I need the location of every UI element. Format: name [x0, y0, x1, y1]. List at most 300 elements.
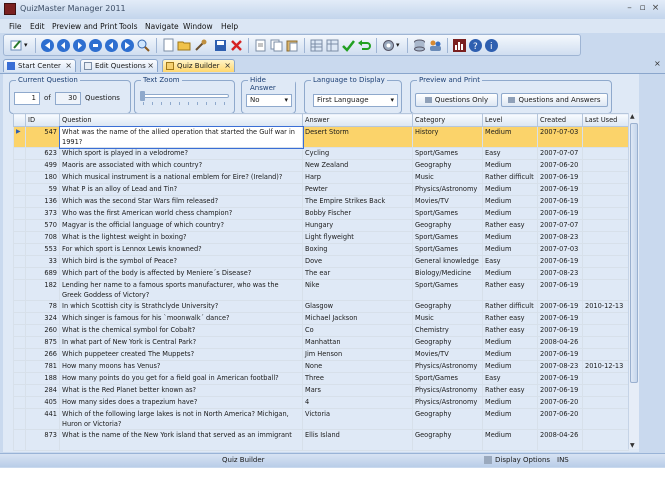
- row-indicator[interactable]: [14, 184, 26, 196]
- users-icon[interactable]: [428, 38, 443, 53]
- cell-id[interactable]: 266: [26, 349, 60, 361]
- edit-icon[interactable]: [9, 38, 24, 53]
- cell-last-used[interactable]: [583, 313, 629, 325]
- cell-answer[interactable]: Boxing: [303, 244, 413, 256]
- cell-id[interactable]: 188: [26, 373, 60, 385]
- cell-level[interactable]: Medium: [483, 430, 538, 451]
- cell-last-used[interactable]: [583, 280, 629, 301]
- cell-answer[interactable]: Pewter: [303, 184, 413, 196]
- database-icon[interactable]: [412, 38, 427, 53]
- close-window-button[interactable]: ×: [651, 3, 660, 13]
- cell-category[interactable]: History: [413, 127, 483, 148]
- menu-tools[interactable]: Tools: [119, 22, 138, 31]
- help-icon[interactable]: [468, 38, 483, 53]
- row-indicator[interactable]: [14, 313, 26, 325]
- cell-level[interactable]: Easy: [483, 373, 538, 385]
- table-add-icon[interactable]: [325, 38, 340, 53]
- tab-quiz-builder[interactable]: [162, 59, 235, 72]
- cell-answer[interactable]: 4: [303, 397, 413, 409]
- cell-id[interactable]: 499: [26, 160, 60, 172]
- cell-last-used[interactable]: [583, 373, 629, 385]
- table-row[interactable]: [14, 172, 629, 184]
- cell-category[interactable]: Physics/Astronomy: [413, 361, 483, 373]
- cell-created[interactable]: 2007-06-19: [538, 172, 583, 184]
- cell-created[interactable]: 2007-06-19: [538, 256, 583, 268]
- row-indicator[interactable]: [14, 301, 26, 313]
- row-indicator[interactable]: [14, 409, 26, 430]
- row-indicator[interactable]: [14, 430, 26, 451]
- cell-last-used[interactable]: [583, 232, 629, 244]
- new-document-icon[interactable]: [161, 38, 176, 53]
- row-indicator[interactable]: [14, 232, 26, 244]
- row-indicator[interactable]: [14, 196, 26, 208]
- maximize-button[interactable]: ▫: [639, 3, 646, 13]
- cell-category[interactable]: Geography: [413, 409, 483, 430]
- table-row[interactable]: [14, 148, 629, 160]
- row-indicator[interactable]: [14, 373, 26, 385]
- cell-last-used[interactable]: 2010-12-13: [583, 361, 629, 373]
- menu-help[interactable]: Help: [221, 22, 239, 31]
- cell-question[interactable]: Which musical instrument is a national emblem for Eire? (Ireland)?: [60, 172, 303, 184]
- language-select[interactable]: [313, 94, 398, 107]
- table-row[interactable]: [14, 409, 629, 430]
- cell-created[interactable]: 2007-06-19: [538, 325, 583, 337]
- cell-question[interactable]: Which bird is the symbol of Peace?: [60, 256, 303, 268]
- home-icon: [7, 62, 15, 70]
- table-row[interactable]: [14, 397, 629, 409]
- table-row[interactable]: [14, 337, 629, 349]
- cell-created[interactable]: 2008-04-26: [538, 337, 583, 349]
- cell-level[interactable]: Medium: [483, 268, 538, 280]
- row-indicator[interactable]: [14, 220, 26, 232]
- column-header-answer[interactable]: Answer: [303, 114, 413, 127]
- row-indicator[interactable]: [14, 337, 26, 349]
- table-row[interactable]: [14, 232, 629, 244]
- cell-created[interactable]: 2007-06-19: [538, 208, 583, 220]
- cell-question[interactable]: Which was the second Star Wars film released?: [60, 196, 303, 208]
- cell-id[interactable]: 441: [26, 409, 60, 430]
- cell-id[interactable]: 324: [26, 313, 60, 325]
- cell-last-used[interactable]: 2010-12-13: [583, 301, 629, 313]
- cell-last-used[interactable]: [583, 220, 629, 232]
- cell-id[interactable]: 875: [26, 337, 60, 349]
- cell-category[interactable]: Sport/Games: [413, 232, 483, 244]
- cell-created[interactable]: 2007-07-07: [538, 220, 583, 232]
- cell-last-used[interactable]: [583, 268, 629, 280]
- save-icon[interactable]: [213, 38, 228, 53]
- cell-answer[interactable]: Dove: [303, 256, 413, 268]
- row-indicator[interactable]: [14, 397, 26, 409]
- cell-level[interactable]: Medium: [483, 361, 538, 373]
- cell-id[interactable]: 182: [26, 280, 60, 301]
- cell-question[interactable]: Which sport is played in a velodrome?: [60, 148, 303, 160]
- cell-question[interactable]: Which of the following large lakes is not in North America? Michigan, Huron or Victoria?: [60, 409, 303, 430]
- table-row[interactable]: [14, 244, 629, 256]
- cell-level[interactable]: Rather easy: [483, 220, 538, 232]
- cell-created[interactable]: 2007-06-19: [538, 184, 583, 196]
- cell-category[interactable]: Physics/Astronomy: [413, 385, 483, 397]
- scrollbar-thumb[interactable]: [630, 123, 638, 383]
- column-header-created[interactable]: Created: [538, 114, 583, 127]
- table-row[interactable]: [14, 256, 629, 268]
- cell-question[interactable]: Who was the first American world chess champion?: [60, 208, 303, 220]
- hide-answer-value: No: [250, 96, 260, 104]
- cell-level[interactable]: Medium: [483, 337, 538, 349]
- close-icon[interactable]: ×: [147, 61, 154, 70]
- zoom-track[interactable]: [141, 94, 229, 98]
- cell-id[interactable]: 623: [26, 148, 60, 160]
- cell-category[interactable]: Physics/Astronomy: [413, 184, 483, 196]
- cell-answer[interactable]: The Empire Strikes Back: [303, 196, 413, 208]
- menu-window[interactable]: Window: [183, 22, 213, 31]
- cell-question[interactable]: What is the chemical symbol for Cobalt?: [60, 325, 303, 337]
- cell-question[interactable]: What is the Red Planet better known as?: [60, 385, 303, 397]
- questions-only-button[interactable]: [415, 93, 498, 107]
- cell-id[interactable]: 547: [26, 127, 60, 148]
- display-options-button[interactable]: Display Options: [495, 456, 551, 464]
- cell-created[interactable]: 2007-06-19: [538, 301, 583, 313]
- cell-created[interactable]: 2007-06-20: [538, 397, 583, 409]
- cell-last-used[interactable]: [583, 172, 629, 184]
- cell-level[interactable]: Rather easy: [483, 325, 538, 337]
- table-row[interactable]: [14, 184, 629, 196]
- cell-created[interactable]: 2007-06-19: [538, 373, 583, 385]
- row-indicator[interactable]: [14, 160, 26, 172]
- cell-answer[interactable]: Bobby Fischer: [303, 208, 413, 220]
- cell-last-used[interactable]: [583, 127, 629, 148]
- cell-id[interactable]: 873: [26, 430, 60, 451]
- cell-last-used[interactable]: [583, 208, 629, 220]
- menu-preview-print[interactable]: Preview and Print: [52, 22, 118, 31]
- minimize-button[interactable]: –: [627, 3, 632, 13]
- cell-category[interactable]: Biology/Medicine: [413, 268, 483, 280]
- cell-category[interactable]: Physics/Astronomy: [413, 397, 483, 409]
- cell-level[interactable]: Medium: [483, 397, 538, 409]
- cell-question[interactable]: What is the name of the New York island that served as an immigrant: [60, 430, 303, 451]
- table-row[interactable]: [14, 373, 629, 385]
- cell-level[interactable]: Medium: [483, 244, 538, 256]
- cell-level[interactable]: Medium: [483, 409, 538, 430]
- open-folder-icon[interactable]: [177, 38, 192, 53]
- table-row[interactable]: [14, 361, 629, 373]
- cell-answer[interactable]: Cycling: [303, 148, 413, 160]
- menu-navigate[interactable]: Navigate: [145, 22, 179, 31]
- cell-last-used[interactable]: [583, 337, 629, 349]
- scroll-down-icon[interactable]: ▼: [630, 442, 635, 449]
- cell-answer[interactable]: Desert Storm: [303, 127, 413, 148]
- tab-start-center[interactable]: [3, 59, 76, 72]
- cell-level[interactable]: Medium: [483, 184, 538, 196]
- cell-question[interactable]: Magyar is the official language of which country?: [60, 220, 303, 232]
- row-indicator[interactable]: [14, 385, 26, 397]
- cell-question[interactable]: What P is an alloy of Lead and Tin?: [60, 184, 303, 196]
- grid-icon[interactable]: [309, 38, 324, 53]
- display-options-icon: [484, 456, 492, 464]
- copy-icon[interactable]: [269, 38, 284, 53]
- cell-category[interactable]: Sport/Games: [413, 373, 483, 385]
- cell-level[interactable]: Rather difficult: [483, 172, 538, 184]
- cell-created[interactable]: 2007-06-20: [538, 160, 583, 172]
- chevron-down-icon: ▾: [284, 96, 288, 104]
- cell-last-used[interactable]: [583, 397, 629, 409]
- cell-answer[interactable]: Three: [303, 373, 413, 385]
- chevron-down-icon[interactable]: ▾: [396, 41, 400, 49]
- cell-id[interactable]: 78: [26, 301, 60, 313]
- scroll-up-icon[interactable]: ▲: [630, 113, 635, 120]
- row-indicator[interactable]: [14, 244, 26, 256]
- insert-mode-indicator: INS: [557, 456, 569, 464]
- cell-level[interactable]: Easy: [483, 256, 538, 268]
- cell-level[interactable]: Rather difficult: [483, 301, 538, 313]
- cell-created[interactable]: 2007-07-03: [538, 244, 583, 256]
- svg-text:i: i: [490, 42, 493, 52]
- cell-created[interactable]: 2007-08-23: [538, 361, 583, 373]
- cell-question[interactable]: Lending her name to a famous sports manufacturer, who was the Greek Goddess of Victory?: [60, 280, 303, 301]
- cell-question[interactable]: How many moons has Venus?: [60, 361, 303, 373]
- cell-id[interactable]: 708: [26, 232, 60, 244]
- cell-category[interactable]: Music: [413, 172, 483, 184]
- cell-category[interactable]: Sport/Games: [413, 208, 483, 220]
- cell-answer[interactable]: Mars: [303, 385, 413, 397]
- search-icon[interactable]: [136, 38, 151, 53]
- column-header-last-used[interactable]: Last Used: [583, 114, 629, 127]
- cell-created[interactable]: 2008-04-26: [538, 430, 583, 451]
- info-icon[interactable]: [484, 38, 499, 53]
- cell-answer[interactable]: Manhattan: [303, 337, 413, 349]
- chevron-down-icon: ▾: [390, 96, 394, 104]
- cell-last-used[interactable]: [583, 349, 629, 361]
- cell-id[interactable]: 180: [26, 172, 60, 184]
- cell-last-used[interactable]: [583, 430, 629, 451]
- cell-answer[interactable]: New Zealand: [303, 160, 413, 172]
- cell-level[interactable]: Medium: [483, 196, 538, 208]
- close-icon[interactable]: ×: [65, 61, 72, 70]
- row-indicator[interactable]: [14, 268, 26, 280]
- cell-created[interactable]: 2007-06-20: [538, 409, 583, 430]
- cell-category[interactable]: Sport/Games: [413, 148, 483, 160]
- row-indicator[interactable]: [14, 256, 26, 268]
- cell-level[interactable]: Medium: [483, 208, 538, 220]
- row-indicator[interactable]: [14, 361, 26, 373]
- cut-icon[interactable]: [253, 38, 268, 53]
- group-label: Text Zoom: [143, 76, 180, 84]
- table-row[interactable]: [14, 313, 629, 325]
- cell-created[interactable]: 2007-08-23: [538, 268, 583, 280]
- cell-answer[interactable]: The ear: [303, 268, 413, 280]
- cell-question[interactable]: In what part of New York is Central Park?: [60, 337, 303, 349]
- tab-edit-questions[interactable]: [80, 59, 158, 72]
- cell-id[interactable]: 373: [26, 208, 60, 220]
- cell-last-used[interactable]: [583, 244, 629, 256]
- row-indicator[interactable]: [14, 280, 26, 301]
- tab-label: Quiz Builder: [177, 62, 220, 70]
- column-header-level[interactable]: Level: [483, 114, 538, 127]
- column-header-question[interactable]: Question: [60, 114, 303, 127]
- cell-created[interactable]: 2007-06-19: [538, 349, 583, 361]
- menu-file[interactable]: File: [9, 22, 22, 31]
- cell-id[interactable]: 553: [26, 244, 60, 256]
- cell-level[interactable]: Rather easy: [483, 280, 538, 301]
- cell-question[interactable]: Which singer is famous for his `moonwalk´ dance?: [60, 313, 303, 325]
- cell-answer[interactable]: Hungary: [303, 220, 413, 232]
- cell-level[interactable]: Rather easy: [483, 385, 538, 397]
- table-row[interactable]: [14, 385, 629, 397]
- cell-answer[interactable]: Victoria: [303, 409, 413, 430]
- group-label: Hide Answer: [248, 76, 295, 92]
- svg-text:?: ?: [473, 42, 478, 52]
- table-row[interactable]: [14, 280, 629, 301]
- row-indicator[interactable]: [14, 349, 26, 361]
- cell-question[interactable]: How many sides does a trapezium have?: [60, 397, 303, 409]
- cell-question[interactable]: What is the lightest weight in boxing?: [60, 232, 303, 244]
- paste-icon[interactable]: [285, 38, 300, 53]
- cell-id[interactable]: 570: [26, 220, 60, 232]
- row-indicator[interactable]: [14, 172, 26, 184]
- cell-last-used[interactable]: [583, 148, 629, 160]
- cell-answer[interactable]: Glasgow: [303, 301, 413, 313]
- cell-last-used[interactable]: [583, 256, 629, 268]
- table-row[interactable]: [14, 325, 629, 337]
- cell-created[interactable]: 2007-06-19: [538, 313, 583, 325]
- current-question-field[interactable]: 1: [14, 92, 40, 105]
- cell-category[interactable]: Sport/Games: [413, 244, 483, 256]
- cell-category[interactable]: Chemistry: [413, 325, 483, 337]
- table-row[interactable]: [14, 220, 629, 232]
- hide-answer-select[interactable]: [246, 94, 292, 107]
- cell-question[interactable]: How many points do you get for a field goal in American football?: [60, 373, 303, 385]
- last-record-icon[interactable]: [120, 38, 135, 53]
- cell-question[interactable]: Maoris are associated with which country?: [60, 160, 303, 172]
- cell-last-used[interactable]: [583, 325, 629, 337]
- menu-edit[interactable]: Edit: [30, 22, 45, 31]
- cell-level[interactable]: Medium: [483, 349, 538, 361]
- cell-id[interactable]: 260: [26, 325, 60, 337]
- group-label: Preview and Print: [419, 76, 480, 84]
- cell-id[interactable]: 33: [26, 256, 60, 268]
- cell-last-used[interactable]: [583, 409, 629, 430]
- cell-question[interactable]: Which puppeteer created The Muppets?: [60, 349, 303, 361]
- title-bar: [0, 0, 665, 19]
- cell-category[interactable]: Geography: [413, 220, 483, 232]
- cell-created[interactable]: 2007-07-03: [538, 127, 583, 148]
- cell-answer[interactable]: Co: [303, 325, 413, 337]
- cell-answer[interactable]: Michael Jackson: [303, 313, 413, 325]
- chart-icon[interactable]: [452, 38, 467, 53]
- cell-question[interactable]: For which sport is Lennox Lewis knowned?: [60, 244, 303, 256]
- next-record-icon[interactable]: [72, 38, 87, 53]
- settings-icon[interactable]: [381, 38, 396, 53]
- cell-last-used[interactable]: [583, 196, 629, 208]
- cell-category[interactable]: Movies/TV: [413, 196, 483, 208]
- cell-level[interactable]: Medium: [483, 160, 538, 172]
- print-icon: [425, 97, 432, 103]
- cell-level[interactable]: Rather easy: [483, 313, 538, 325]
- cell-category[interactable]: General knowledge: [413, 256, 483, 268]
- table-row[interactable]: [14, 196, 629, 208]
- table-row[interactable]: [14, 430, 629, 451]
- cell-answer[interactable]: Harp: [303, 172, 413, 184]
- cell-id[interactable]: 136: [26, 196, 60, 208]
- cell-id[interactable]: 689: [26, 268, 60, 280]
- row-indicator[interactable]: [14, 148, 26, 160]
- zoom-ticks: [143, 102, 229, 105]
- cell-id[interactable]: 781: [26, 361, 60, 373]
- cell-answer[interactable]: Nike: [303, 280, 413, 301]
- cell-category[interactable]: Geography: [413, 160, 483, 172]
- cell-id[interactable]: 284: [26, 385, 60, 397]
- cell-category[interactable]: Geography: [413, 430, 483, 451]
- table-row[interactable]: [14, 160, 629, 172]
- cell-last-used[interactable]: [583, 385, 629, 397]
- cell-last-used[interactable]: [583, 160, 629, 172]
- row-indicator[interactable]: [14, 208, 26, 220]
- app-logo-icon: [4, 3, 16, 15]
- cell-question[interactable]: In which Scottish city is Strathclyde University?: [60, 301, 303, 313]
- cell-last-used[interactable]: [583, 184, 629, 196]
- main-toolbar: [3, 34, 581, 56]
- cell-created[interactable]: 2007-06-19: [538, 385, 583, 397]
- cell-answer[interactable]: Ellis Island: [303, 430, 413, 451]
- row-indicator[interactable]: [14, 325, 26, 337]
- cell-id[interactable]: 405: [26, 397, 60, 409]
- button-label: Questions Only: [434, 96, 489, 104]
- table-row-selected[interactable]: [14, 127, 629, 148]
- cell-category[interactable]: Music: [413, 313, 483, 325]
- vertical-scrollbar[interactable]: [628, 113, 639, 449]
- tab-label: Start Center: [18, 62, 61, 70]
- cell-level[interactable]: Easy: [483, 148, 538, 160]
- cell-answer[interactable]: None: [303, 361, 413, 373]
- cell-question[interactable]: What was the name of the allied operation that started the Gulf war in 1991?: [60, 127, 303, 148]
- cell-created[interactable]: 2007-08-23: [538, 232, 583, 244]
- close-icon[interactable]: ×: [224, 61, 231, 70]
- table-row[interactable]: [14, 349, 629, 361]
- delete-icon[interactable]: [229, 38, 244, 53]
- first-record-icon[interactable]: [40, 38, 55, 53]
- table-row[interactable]: [14, 208, 629, 220]
- tools-icon[interactable]: [193, 38, 208, 53]
- table-row[interactable]: [14, 301, 629, 313]
- cell-answer[interactable]: Light flyweight: [303, 232, 413, 244]
- cell-level[interactable]: Medium: [483, 232, 538, 244]
- column-header-category[interactable]: Category: [413, 114, 483, 127]
- cell-answer[interactable]: Jim Henson: [303, 349, 413, 361]
- cell-category[interactable]: Geography: [413, 337, 483, 349]
- table-row[interactable]: [14, 268, 629, 280]
- cell-created[interactable]: 2007-07-07: [538, 148, 583, 160]
- rewind-icon[interactable]: [104, 38, 119, 53]
- cell-id[interactable]: 59: [26, 184, 60, 196]
- check-icon[interactable]: [341, 38, 356, 53]
- column-header-id[interactable]: ID: [26, 114, 60, 127]
- stop-icon[interactable]: [88, 38, 103, 53]
- button-label: Questions and Answers: [518, 96, 601, 104]
- previous-record-icon[interactable]: [56, 38, 71, 53]
- zoom-slider-thumb[interactable]: [140, 91, 145, 101]
- cell-category[interactable]: Geography: [413, 301, 483, 313]
- cell-created[interactable]: 2007-06-19: [538, 196, 583, 208]
- cell-category[interactable]: Sport/Games: [413, 280, 483, 301]
- undo-icon[interactable]: [357, 38, 372, 53]
- chevron-down-icon[interactable]: ▾: [24, 41, 28, 49]
- row-indicator[interactable]: ▶: [14, 127, 26, 148]
- questions-and-answers-button[interactable]: [501, 93, 608, 107]
- cell-level[interactable]: Medium: [483, 127, 538, 148]
- cell-created[interactable]: 2007-06-19: [538, 280, 583, 301]
- cell-question[interactable]: Which part of the body is affected by Meniere´s Disease?: [60, 268, 303, 280]
- close-panel-icon[interactable]: ×: [654, 59, 661, 68]
- cell-category[interactable]: Movies/TV: [413, 349, 483, 361]
